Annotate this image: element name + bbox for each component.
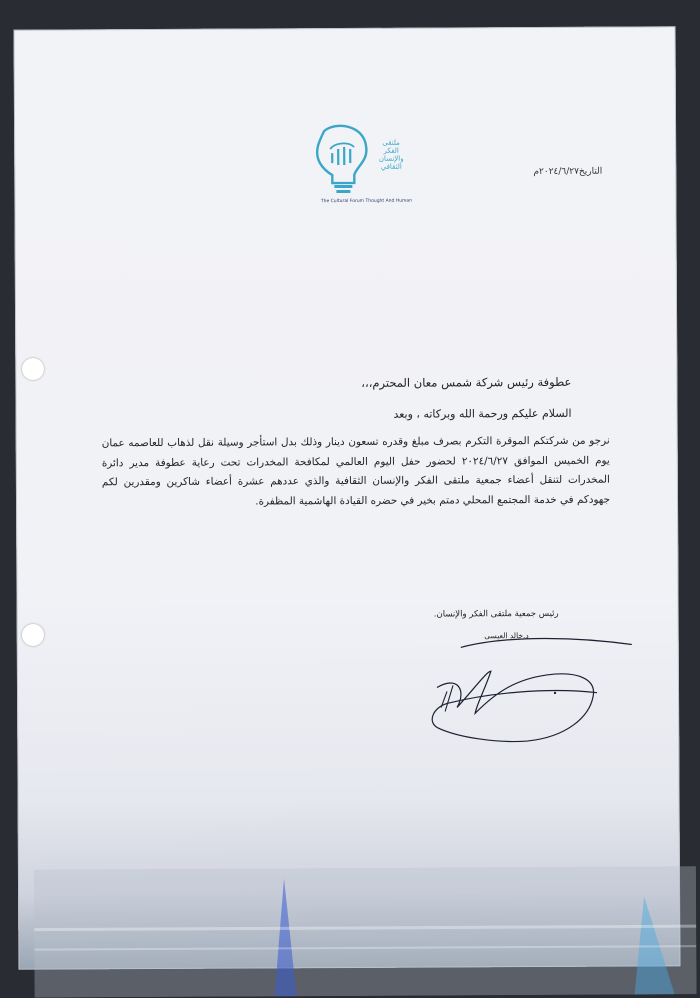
- logo-arabic-text: [368, 139, 414, 171]
- scanned-page: [14, 26, 681, 969]
- greeting-line: السلام عليكم ورحمة الله وبركاته ، وبعد: [393, 406, 572, 421]
- signatory-title: رئيس جمعية ملتقى الفكر والإنسان.: [433, 608, 559, 620]
- letter-date: التاريخ٢٠٢٤/٦/٢٧م: [533, 166, 603, 178]
- signatory-name: د.خالد العيسى: [484, 631, 529, 641]
- logo-line: ملتقى: [382, 138, 400, 147]
- logo-english-text: The Cultural Forum Thought And Human: [320, 198, 413, 205]
- scanner-streaks: [34, 866, 697, 997]
- logo-line: الفكر: [383, 146, 399, 155]
- punch-hole: [22, 624, 44, 646]
- punch-hole: [22, 358, 44, 380]
- letter-body: نرجو من شركتكم الموقرة التكرم بصرف مبلغ وقدره تسعون دينار وذلك بدل استأجر وسيلة نقل لذهاب للعاصمه عمان يوم الخميس الموافق ٢٠٢٤/٦/٢٧ لحضور حفل اليوم العالمي لمكافحة المخدرات تحت رعاية عطوفة مدير دائرة المخدرات لتنقل أعضاء جمعية ملتقى الفكر والإنسان الثقافية والذي عددهم عشرة أعضاء شاكرين ومقدرين لكم جهودكم في خدمة المجتمع المحلي دمتم بخير في حضره القيادة الهاشمية المظفرة.: [101, 434, 611, 508]
- lightbulb-head-icon: [314, 123, 372, 199]
- recipient-line: عطوفة رئيس شركة شمس معان المحترم،،،: [361, 374, 572, 390]
- organization-logo: [314, 123, 414, 214]
- logo-line: والإنسان: [378, 154, 404, 163]
- logo-line: الثقافي: [380, 162, 402, 171]
- handwritten-signature: [417, 626, 648, 757]
